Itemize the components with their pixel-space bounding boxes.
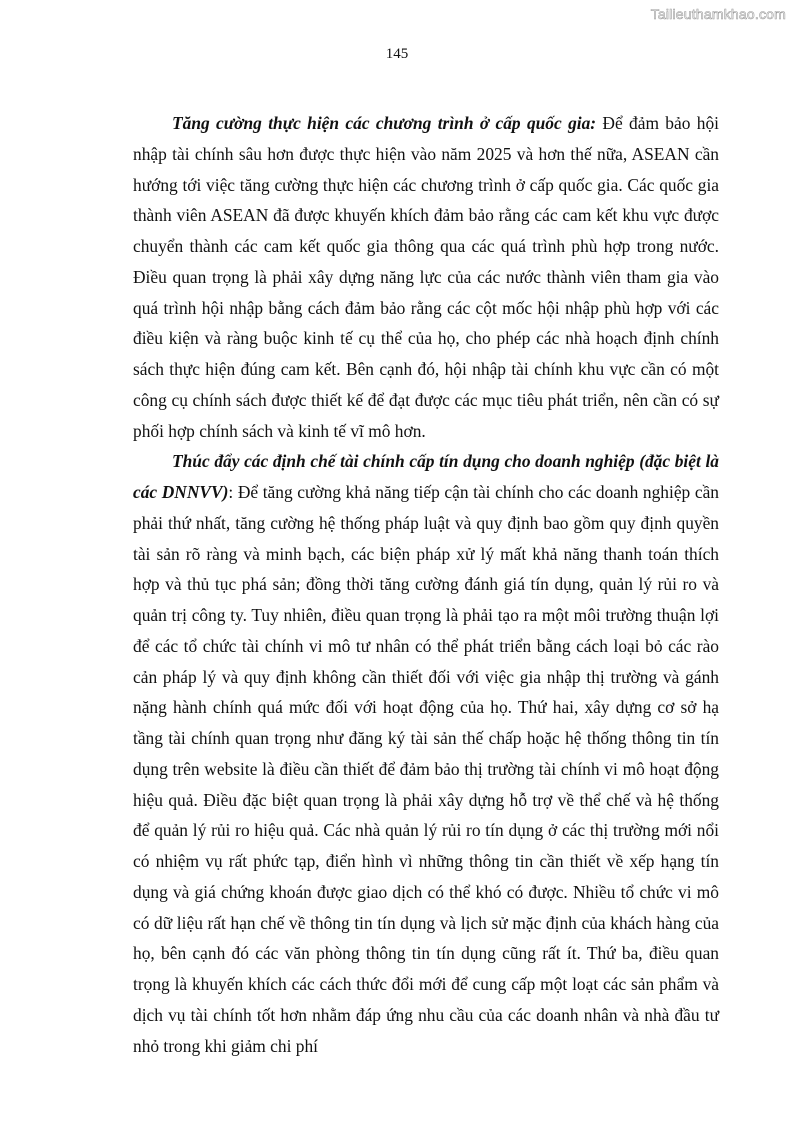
paragraph-text: : Để tăng cường khả năng tiếp cận tài chính cho các doanh nghiệp cần phải thứ nhất, tăng cường hệ thống pháp luật và quy định bao gồm quy định quyền tài sản rõ ràng và minh bạch, các biện pháp xử lý mất khả năng thanh toán thích hợp và thủ tục phá sản; đồng thời tăng cường đánh giá tín dụng, quản lý rủi ro và quản trị công ty. Tuy nhiên, điều quan trọng là phải tạo ra một môi trường thuận lợi để các tổ chức tài chính vi mô tư nhân có thể phát triển bằng cách loại bỏ các rào cản pháp lý và quy định không cần thiết đối với việc gia nhập thị trường và gánh nặng hành chính quá mức đối với hoạt động của họ. Thứ hai, xây dựng cơ sở hạ tầng tài chính quan trọng như đăng ký tài sản thế chấp hoặc hệ thống thông tin tín dụng trên website là điều cần thiết để đảm bảo thị trường tài chính vi mô hoạt động hiệu quả. Điều đặc biệt quan trọng là phải xây dựng hỗ trợ về thể chế và hệ thống để quản lý rủi ro hiệu quả. Các nhà quản lý rủi ro tín dụng ở các thị trường mới nổi có nhiệm vụ rất phức tạp, điển hình vì những thông tin cần thiết về xếp hạng tín dụng và giá chứng khoán được giao dịch có thể khó có được. Nhiều tổ chức vi mô có dữ liệu rất hạn chế về thông tin tín dụng và lịch sử mặc định của khách hàng của họ, bên cạnh đó các văn phòng thông tin tín dụng cũng rất ít. Thứ ba, điều quan trọng là khuyến khích các cách thức đổi mới để cung cấp một loạt các sản phẩm và dịch vụ tài chính tốt hơn nhằm đáp ứng nhu cầu của các doanh nhân và nhà đầu tư nhỏ trong khi giảm chi phí [133,482,719,1056]
page-number: 145 [385,46,409,62]
paragraph-credit-institutions [133,446,719,1061]
paragraph-text: Để đảm bảo hội nhập tài chính sâu hơn được thực hiện vào năm 2025 và hơn thế nữa, ASEAN cần hướng tới việc tăng cường thực hiện các chương trình ở cấp quốc gia. Các quốc gia thành viên ASEAN đã được khuyến khích đảm bảo rằng các cam kết khu vực được chuyển thành các cam kết quốc gia thông qua các quá trình phù hợp trong nước. Điều quan trọng là phải xây dựng năng lực của các nước thành viên tham gia vào quá trình hội nhập bằng cách đảm bảo rằng các cột mốc hội nhập phù hợp với các điều kiện và ràng buộc kinh tế cụ thể của họ, cho phép các nhà hoạch định chính sách thực hiện đúng cam kết. Bên cạnh đó, hội nhập tài chính khu vực cần có một công cụ chính sách được thiết kế để đạt được các mục tiêu phát triển, nên cần có sự phối hợp chính sách và kinh tế vĩ mô hơn. [133,113,719,441]
document-body [133,108,719,1061]
paragraph-national-programs [133,108,719,446]
paragraph-heading: Thúc đẩy các định chế tài chính cấp tín dụng cho doanh nghiệp (đặc biệt là các DNNVV) [133,451,719,502]
paragraph-heading: Tăng cường thực hiện các chương trình ở cấp quốc gia: [172,113,597,133]
site-watermark: Tailieuthamkhao.com [650,6,786,22]
